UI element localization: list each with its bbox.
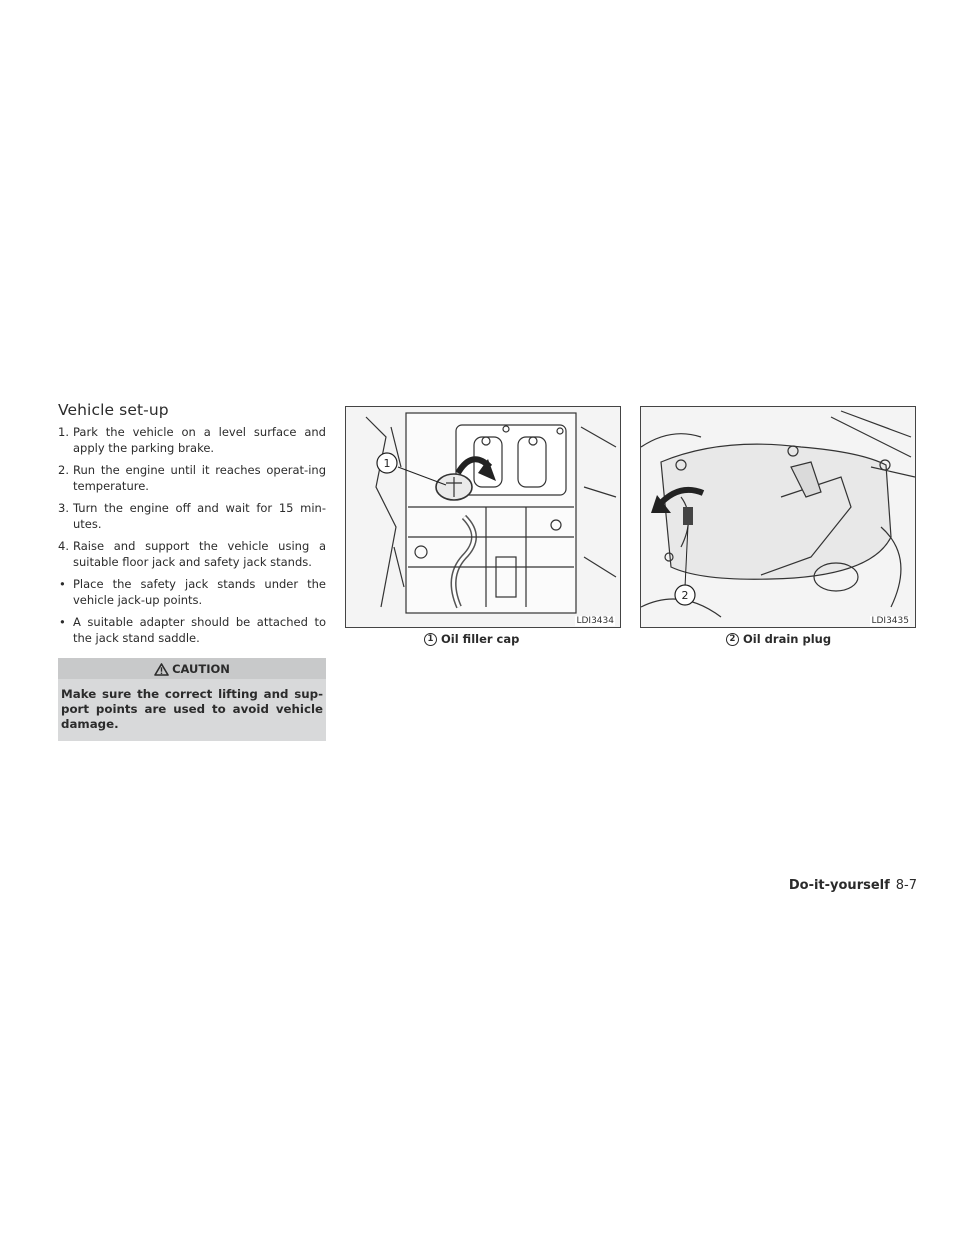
step-number: 3. xyxy=(58,501,69,515)
list-item xyxy=(58,539,326,570)
figure-oil-drain-plug xyxy=(640,406,916,628)
step-text: Turn the engine off and wait for 15 min-utes. xyxy=(73,501,326,531)
figure-callout-label: 2 xyxy=(681,589,689,602)
list-item xyxy=(58,577,326,608)
page-footer xyxy=(789,878,917,893)
bullet-mark: • xyxy=(59,577,66,591)
caption-text: Oil filler cap xyxy=(441,632,520,646)
section-heading: Vehicle set-up xyxy=(58,401,169,419)
bullet-mark: • xyxy=(59,615,66,629)
figure-caption xyxy=(424,632,519,646)
figure-caption xyxy=(726,632,831,646)
caution-heading: CAUTION xyxy=(172,662,230,676)
figure-code: LDI3435 xyxy=(871,616,909,626)
callout-number: 2 xyxy=(726,633,739,646)
figure-oil-filler-cap xyxy=(345,406,621,628)
bullet-list xyxy=(58,577,326,646)
caution-text: Make sure the correct lifting and sup-port points are used to avoid vehicle damage. xyxy=(61,687,323,731)
bullet-text: A suitable adapter should be attached to the jack stand saddle. xyxy=(73,615,326,645)
list-item xyxy=(58,463,326,494)
step-number: 1. xyxy=(58,425,69,439)
left-column xyxy=(58,401,326,741)
warning-triangle-icon xyxy=(154,663,169,676)
step-text: Park the vehicle on a level surface and apply the parking brake. xyxy=(73,425,326,455)
step-text: Raise and support the vehicle using a suitable floor jack and safety jack stands. xyxy=(73,539,326,569)
step-text: Run the engine until it reaches operat-ing temperature. xyxy=(73,463,326,493)
list-item xyxy=(58,425,326,456)
figure-frame xyxy=(345,406,621,628)
figure-code: LDI3434 xyxy=(576,616,614,626)
page-number: 8-7 xyxy=(895,878,917,893)
step-number: 2. xyxy=(58,463,69,477)
footer-section: Do-it-yourself xyxy=(788,878,890,893)
figure-callout-label: 1 xyxy=(383,457,391,470)
engine-underside-illustration xyxy=(641,407,915,627)
list-item xyxy=(58,615,326,646)
caution-header xyxy=(58,658,326,679)
caution-box xyxy=(58,658,326,741)
bullet-text: Place the safety jack stands under the vehicle jack-up points. xyxy=(73,577,326,607)
steps-list xyxy=(58,425,326,570)
figure-frame xyxy=(640,406,916,628)
caption-text: Oil drain plug xyxy=(743,632,832,646)
engine-top-illustration xyxy=(346,407,620,627)
step-number: 4. xyxy=(58,539,69,553)
list-item xyxy=(58,501,326,532)
callout-number: 1 xyxy=(424,633,437,646)
